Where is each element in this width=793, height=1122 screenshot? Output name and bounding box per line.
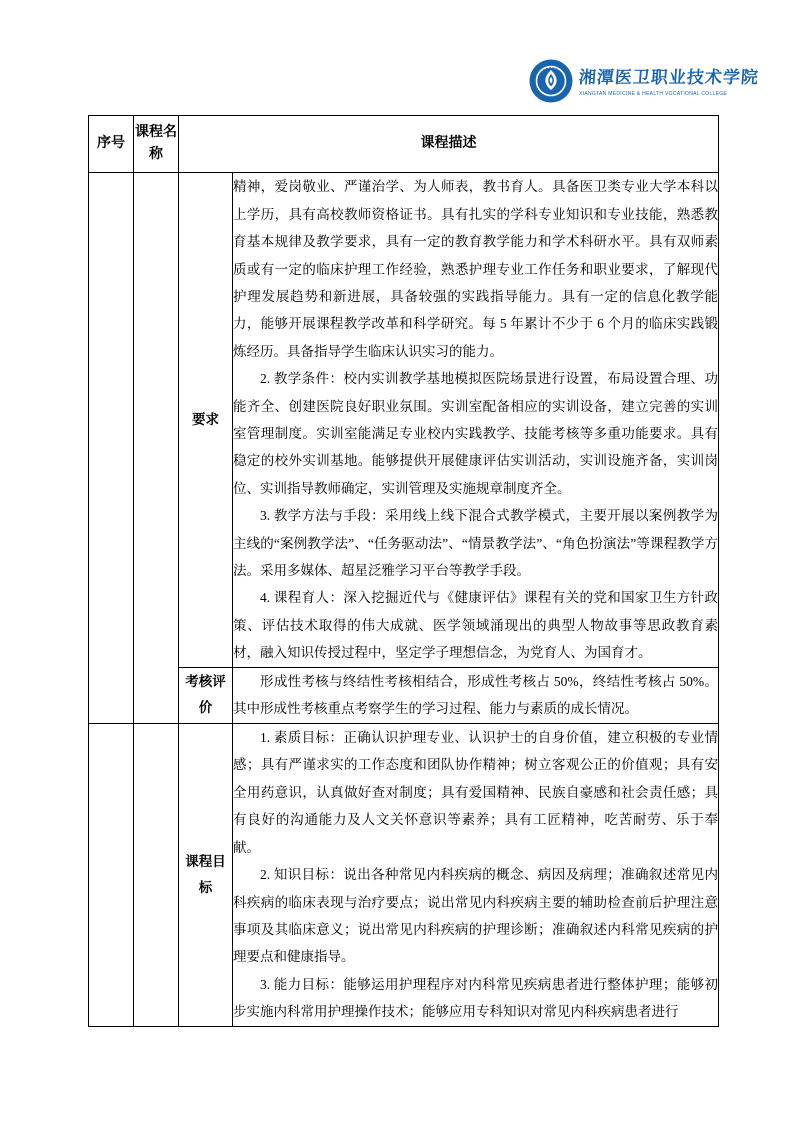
course-name-cell <box>134 723 179 1026</box>
objectives-content <box>233 723 719 1026</box>
requirements-row <box>89 173 719 668</box>
assessment-content <box>233 668 719 724</box>
header-course-name: 课程名称 <box>134 116 179 173</box>
objectives-row <box>89 723 719 1026</box>
college-name-en: XIANGTAN MEDICINE & HEALTH VOCATIONAL COLLEGE <box>579 91 728 97</box>
paragraph: 3. 能力目标：能够运用护理程序对内科常见疾病患者进行整体护理；能够初步实施内科常用护理操作技术；能够应用专科知识对常见内科疾病患者进行 <box>233 976 718 1020</box>
college-logo <box>529 59 759 103</box>
objectives-label: 课程目标 <box>179 723 233 1026</box>
paragraph: 3. 教学方法与手段：采用线上线下混合式教学模式，主要开展以案例教学为主线的“案例教学法”、“任务驱动法”、“情景教学法”、“角色扮演法”等课程教学方法。采用多媒体、超星泛雅学习平台等教学手段。 <box>233 508 718 579</box>
requirements-content <box>233 173 719 668</box>
paragraph: 1. 素质目标：正确认识护理专业、认识护士的自身价值，建立积极的专业情感；具有严谨求实的工作态度和团队协作精神；树立客观公正的价值观；具有安全用药意识，认真做好查对制度；具有爱国精神、民族自豪感和社会责任感；具有良好的沟通能力及人文关怀意识等素养；具有工匠精神，吃苦耐劳、乐于奉献。 <box>233 730 718 855</box>
course-description-table <box>88 115 719 1027</box>
table-header-row <box>89 116 719 173</box>
assessment-row <box>89 668 719 724</box>
college-emblem-icon <box>529 59 573 103</box>
paragraph: 4. 课程育人：深入挖掘近代与《健康评估》课程有关的党和国家卫生方针政策、评估技术取得的伟大成就、医学领域涌现出的典型人物故事等思政教育素材，融入知识传授过程中，坚定学子理想信念，为党育人、为国育才。 <box>233 590 718 661</box>
serial-cell <box>89 173 134 724</box>
header-serial: 序号 <box>89 116 134 173</box>
paragraph: 形成性考核与终结性考核相结合，形成性考核占 50%，终结性考核占 50%。其中形成性考核重点考察学生的学习过程、能力与素质的成长情况。 <box>233 674 718 717</box>
paragraph: 2. 知识目标：说出各种常见内科疾病的概念、病因及病理；准确叙述常见内科疾病的临床表现与治疗要点；说出常见内科疾病主要的辅助检查前后护理注意事项及其临床意义；说出常见内科疾病的护理诊断；准确叙述内科常见疾病的护理要点和健康指导。 <box>233 867 718 965</box>
college-name-cn: 湘潭医卫职业技术学院 <box>578 68 760 87</box>
assessment-label: 考核评价 <box>179 668 233 724</box>
header-description: 课程描述 <box>179 116 719 173</box>
serial-cell <box>89 723 134 1026</box>
course-name-cell <box>134 173 179 724</box>
paragraph: 精神，爱岗敬业、严谨治学、为人师表，教书育人。具备医卫类专业大学本科以上学历，具有高校教师资格证书。具有扎实的学科专业知识和专业技能，熟悉教育基本规律及教学要求，具有一定的教育教学能力和学术科研水平。具有双师素质或有一定的临床护理工作经验，熟悉护理专业工作任务和职业要求，了解现代护理发展趋势和新进展，具备较强的实践指导能力。具有一定的信息化教学能力，能够开展课程教学改革和科学研究。每 5 年累计不少于 6 个月的临床实践锻炼经历。具备指导学生临床认识实习的能力。 <box>233 179 718 359</box>
requirements-label: 要求 <box>179 173 233 668</box>
paragraph: 2. 教学条件：校内实训教学基地模拟医院场景进行设置，布局设置合理、功能齐全、创建医院良好职业氛围。实训室配备相应的实训设备，建立完善的实训室管理制度。实训室能满足专业校内实践教学、技能考核等多重功能要求。具有稳定的校外实训基地。能够提供开展健康评估实训活动，实训设施齐备，实训岗位、实训指导教师确定，实训管理及实施规章制度齐全。 <box>233 371 718 496</box>
college-name-block <box>579 59 759 97</box>
